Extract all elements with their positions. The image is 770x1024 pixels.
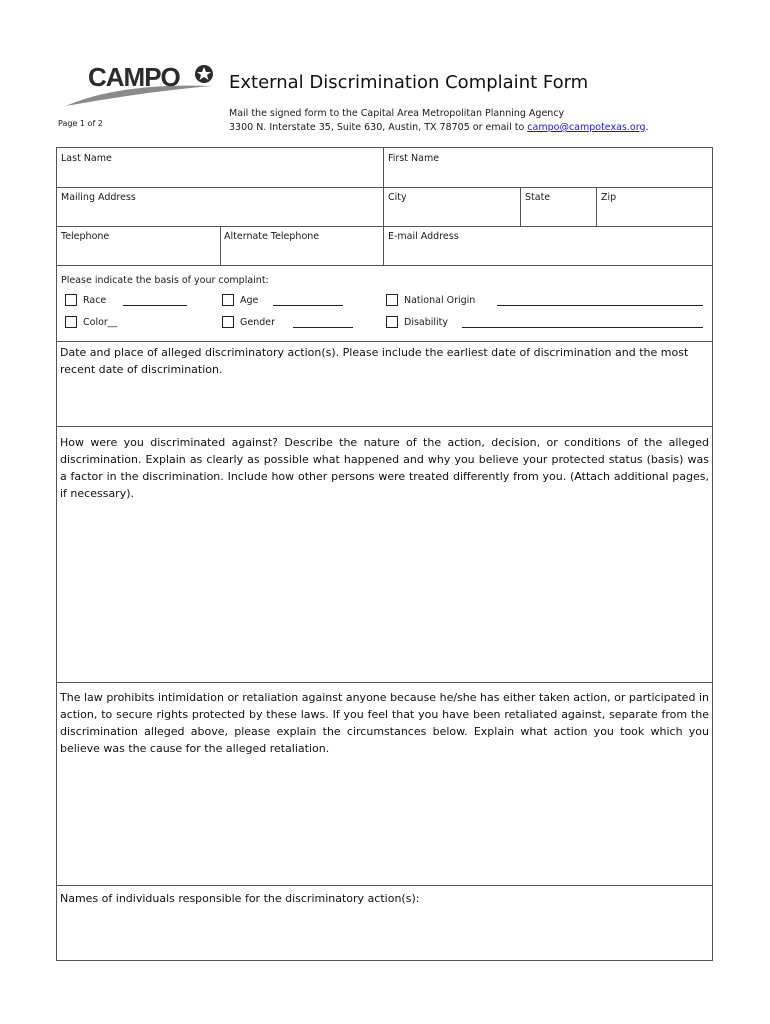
gender-label: Gender: [240, 316, 276, 328]
disability-option[interactable]: [386, 316, 448, 328]
city-field[interactable]: [384, 187, 521, 226]
alt-telephone-field[interactable]: [220, 226, 384, 265]
basis-prompt: Please indicate the basis of your complaint:: [61, 275, 269, 286]
last-name-label: Last Name: [61, 153, 112, 164]
alt-telephone-label: Alternate Telephone: [224, 231, 320, 242]
color-checkbox[interactable]: [65, 316, 77, 328]
divider: [57, 265, 712, 266]
state-label: State: [525, 192, 551, 203]
age-option[interactable]: [222, 294, 258, 306]
race-blank[interactable]: [123, 305, 187, 306]
first-name-label: First Name: [388, 153, 440, 164]
zip-field[interactable]: [597, 187, 712, 226]
disability-checkbox[interactable]: [386, 316, 398, 328]
page-number: Page 1 of 2: [58, 119, 103, 128]
last-name-field[interactable]: [57, 148, 384, 187]
age-blank[interactable]: [273, 305, 343, 306]
telephone-label: Telephone: [61, 231, 110, 242]
disability-label: Disability: [404, 316, 449, 328]
divider: [57, 426, 712, 427]
city-label: City: [388, 192, 407, 203]
mailing-address-label: Mailing Address: [61, 192, 136, 203]
first-name-field[interactable]: [384, 148, 712, 187]
age-label: Age: [240, 294, 259, 306]
divider: [220, 226, 221, 265]
race-label: Race: [83, 294, 107, 306]
color-label: Color__: [83, 316, 118, 328]
retaliation-question: The law prohibits intimidation or retaliation against anyone because he/she has either taken action, or participated in action, to secure rights protected by these laws. If you feel that you have been retaliated against, separate from the discrimination alleged above, please explain the circumstances below. Explain what action you took which you believe was the cause for the alleged retaliation.: [60, 691, 709, 755]
address-line: [229, 122, 649, 133]
email-field[interactable]: [384, 226, 712, 265]
telephone-field[interactable]: [57, 226, 220, 265]
address-period: .: [645, 122, 649, 133]
age-checkbox[interactable]: [222, 294, 234, 306]
divider: [383, 148, 384, 265]
national-origin-label: National Origin: [404, 294, 476, 306]
email-link[interactable]: campo@campotexas.org: [527, 122, 646, 133]
email-label: E-mail Address: [388, 231, 459, 242]
color-option[interactable]: [65, 316, 117, 328]
national-origin-option[interactable]: [386, 294, 475, 306]
gender-checkbox[interactable]: [222, 316, 234, 328]
mailing-address-field[interactable]: [57, 187, 384, 226]
gender-blank[interactable]: [293, 327, 353, 328]
logo-text: CAMPO: [88, 62, 180, 92]
divider: [57, 341, 712, 342]
race-checkbox[interactable]: [65, 294, 77, 306]
divider: [57, 885, 712, 886]
campo-logo: [62, 60, 222, 112]
state-field[interactable]: [521, 187, 597, 226]
disability-blank[interactable]: [462, 327, 703, 328]
divider: [57, 682, 712, 683]
date-place-question: Date and place of alleged discriminatory action(s). Please include the earliest date of discrimination and the most recent date of discrimination.: [60, 346, 689, 376]
mail-instructions: Mail the signed form to the Capital Area Metropolitan Planning Agency: [229, 108, 565, 119]
address-text: 3300 N. Interstate 35, Suite 630, Austin, TX 78705 or email to: [229, 122, 528, 133]
divider: [520, 187, 521, 226]
page-title: External Discrimination Complaint Form: [229, 72, 589, 93]
divider: [596, 187, 597, 226]
national-origin-blank[interactable]: [497, 305, 703, 306]
zip-label: Zip: [601, 192, 617, 203]
responsible-individuals-question: Names of individuals responsible for the discriminatory action(s):: [60, 892, 420, 905]
national-origin-checkbox[interactable]: [386, 294, 398, 306]
how-discriminated-question: How were you discriminated against? Describe the nature of the action, decision, or conditions of the alleged discrimination. Explain as clearly as possible what happened and why you believe your protected status (basis) was a factor in the discrimination. Include how other persons were treated differently from you. (Attach additional pages, if necessary).: [60, 436, 709, 500]
complaint-form: [56, 147, 713, 961]
race-option[interactable]: [65, 294, 106, 306]
gender-option[interactable]: [222, 316, 275, 328]
